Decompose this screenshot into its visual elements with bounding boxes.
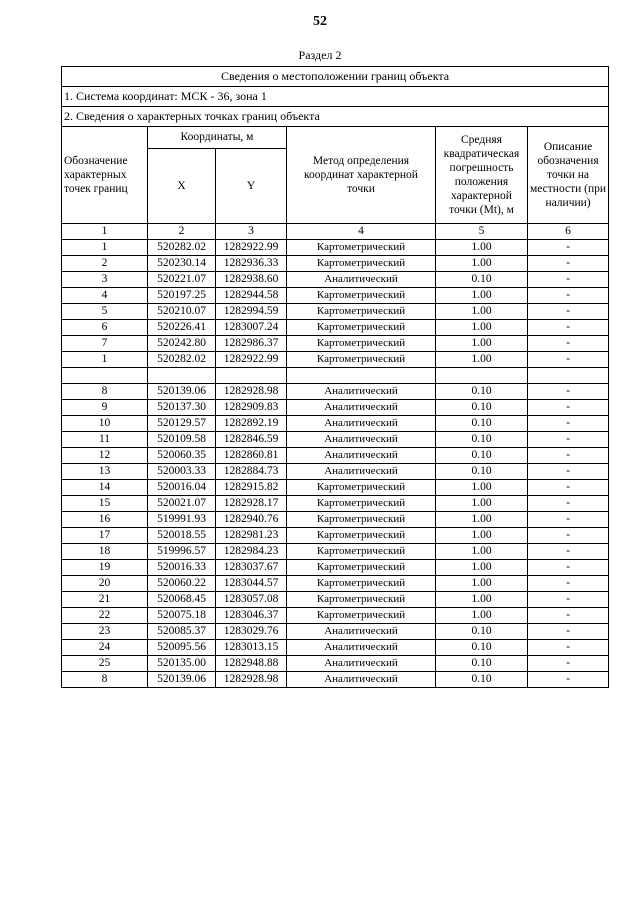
method-cell: Аналитический (287, 272, 436, 288)
coord-x: 520135.00 (148, 656, 216, 672)
table-title: Сведения о местоположении границ объекта (62, 67, 609, 87)
coord-x: 520075.18 (148, 608, 216, 624)
point-number: 16 (62, 512, 148, 528)
description-cell: - (528, 544, 609, 560)
point-number: 2 (62, 256, 148, 272)
coord-y: 1282846.59 (216, 432, 287, 448)
error-cell: 0.10 (436, 384, 528, 400)
description-cell: - (528, 256, 609, 272)
point-number: 17 (62, 528, 148, 544)
error-cell: 1.00 (436, 336, 528, 352)
table-row (62, 400, 609, 416)
error-cell: 1.00 (436, 256, 528, 272)
table-row (62, 352, 609, 368)
coord-y: 1282986.37 (216, 336, 287, 352)
method-cell: Аналитический (287, 432, 436, 448)
description-cell: - (528, 576, 609, 592)
table-row (62, 416, 609, 432)
coord-y: 1283029.76 (216, 624, 287, 640)
column-number: 6 (528, 224, 609, 240)
error-cell: 0.10 (436, 272, 528, 288)
description-cell: - (528, 640, 609, 656)
table-row (62, 464, 609, 480)
method-cell: Аналитический (287, 384, 436, 400)
header-coordinates: Координаты, м (148, 127, 287, 149)
method-cell: Картометрический (287, 304, 436, 320)
error-cell: 1.00 (436, 512, 528, 528)
description-cell: - (528, 496, 609, 512)
error-cell: 1.00 (436, 592, 528, 608)
point-number (62, 368, 148, 384)
coord-y: 1282928.98 (216, 672, 287, 688)
table-row (62, 256, 609, 272)
coord-y: 1282922.99 (216, 352, 287, 368)
error-cell: 1.00 (436, 544, 528, 560)
boundary-table (61, 66, 609, 688)
coord-x: 520242.80 (148, 336, 216, 352)
coord-y (216, 368, 287, 384)
coord-x: 520095.56 (148, 640, 216, 656)
method-cell: Картометрический (287, 496, 436, 512)
coord-x: 520018.55 (148, 528, 216, 544)
coord-x: 520137.30 (148, 400, 216, 416)
header-point-label: Обозначение характерных точек границ (62, 127, 148, 224)
coord-x: 520060.35 (148, 448, 216, 464)
coord-x: 520226.41 (148, 320, 216, 336)
table-row (62, 544, 609, 560)
method-cell: Аналитический (287, 672, 436, 688)
point-number: 3 (62, 272, 148, 288)
method-cell: Картометрический (287, 352, 436, 368)
column-number: 3 (216, 224, 287, 240)
error-cell: 0.10 (436, 432, 528, 448)
table-row (62, 368, 609, 384)
coord-x: 520139.06 (148, 384, 216, 400)
coord-y: 1282928.98 (216, 384, 287, 400)
coord-x: 520230.14 (148, 256, 216, 272)
method-cell: Картометрический (287, 576, 436, 592)
method-cell: Аналитический (287, 448, 436, 464)
coord-y: 1282944.58 (216, 288, 287, 304)
coord-y: 1282892.19 (216, 416, 287, 432)
coord-x: 520221.07 (148, 272, 216, 288)
error-cell: 1.00 (436, 304, 528, 320)
table-row (62, 656, 609, 672)
header-error: Средняя квадратическая погрешность положения характерной точки (Mt), м (436, 127, 528, 224)
coord-y: 1282981.23 (216, 528, 287, 544)
column-number: 4 (287, 224, 436, 240)
point-number: 14 (62, 480, 148, 496)
section-label: Раздел 2 (298, 48, 342, 62)
coord-x: 520085.37 (148, 624, 216, 640)
header-x: X (148, 149, 216, 224)
coord-y: 1282936.33 (216, 256, 287, 272)
description-cell: - (528, 320, 609, 336)
description-cell (528, 368, 609, 384)
coord-y: 1283007.24 (216, 320, 287, 336)
description-cell: - (528, 592, 609, 608)
method-cell: Картометрический (287, 512, 436, 528)
description-cell: - (528, 560, 609, 576)
description-cell: - (528, 448, 609, 464)
table-row (62, 640, 609, 656)
error-cell: 1.00 (436, 240, 528, 256)
coord-x: 520197.25 (148, 288, 216, 304)
table-row (62, 560, 609, 576)
coord-y: 1283057.08 (216, 592, 287, 608)
error-cell: 0.10 (436, 640, 528, 656)
method-cell: Картометрический (287, 320, 436, 336)
table-row (62, 240, 609, 256)
coord-y: 1283037.67 (216, 560, 287, 576)
method-cell: Аналитический (287, 624, 436, 640)
method-cell: Картометрический (287, 336, 436, 352)
column-number: 5 (436, 224, 528, 240)
coord-y: 1282948.88 (216, 656, 287, 672)
method-cell: Картометрический (287, 288, 436, 304)
point-number: 9 (62, 400, 148, 416)
error-cell: 0.10 (436, 416, 528, 432)
table-row (62, 320, 609, 336)
table-row (62, 624, 609, 640)
table-row (62, 304, 609, 320)
coord-y: 1282915.82 (216, 480, 287, 496)
coord-x: 520021.07 (148, 496, 216, 512)
points-info-row: 2. Сведения о характерных точках границ объекта (62, 107, 609, 127)
coord-y: 1282940.76 (216, 512, 287, 528)
point-number: 8 (62, 672, 148, 688)
error-cell: 1.00 (436, 352, 528, 368)
error-cell: 0.10 (436, 656, 528, 672)
table-row (62, 528, 609, 544)
method-cell: Картометрический (287, 240, 436, 256)
table-row (62, 336, 609, 352)
description-cell: - (528, 624, 609, 640)
method-cell: Аналитический (287, 640, 436, 656)
point-number: 4 (62, 288, 148, 304)
coord-x: 520060.22 (148, 576, 216, 592)
coord-y: 1283046.37 (216, 608, 287, 624)
point-number: 23 (62, 624, 148, 640)
coord-y: 1282938.60 (216, 272, 287, 288)
column-number-row (62, 224, 609, 240)
point-number: 22 (62, 608, 148, 624)
point-number: 25 (62, 656, 148, 672)
description-cell: - (528, 416, 609, 432)
error-cell: 1.00 (436, 528, 528, 544)
coord-y: 1283013.15 (216, 640, 287, 656)
header-description: Описание обозначения точки на местности (при наличии) (528, 127, 609, 224)
column-number: 1 (62, 224, 148, 240)
method-cell: Картометрический (287, 592, 436, 608)
coord-y: 1283044.57 (216, 576, 287, 592)
table-row (62, 432, 609, 448)
point-number: 21 (62, 592, 148, 608)
description-cell: - (528, 672, 609, 688)
table-row (62, 592, 609, 608)
table-row (62, 448, 609, 464)
description-cell: - (528, 304, 609, 320)
method-cell: Аналитический (287, 416, 436, 432)
error-cell: 1.00 (436, 496, 528, 512)
table-row (62, 496, 609, 512)
coord-x: 520016.33 (148, 560, 216, 576)
point-number: 1 (62, 240, 148, 256)
error-cell: 1.00 (436, 608, 528, 624)
coord-y: 1282884.73 (216, 464, 287, 480)
method-cell: Картометрический (287, 528, 436, 544)
header-method: Метод определения координат характерной точки (287, 127, 436, 224)
coord-x: 520282.02 (148, 240, 216, 256)
coord-y: 1282994.59 (216, 304, 287, 320)
coord-x: 520282.02 (148, 352, 216, 368)
error-cell: 0.10 (436, 448, 528, 464)
description-cell: - (528, 240, 609, 256)
point-number: 13 (62, 464, 148, 480)
error-cell: 0.10 (436, 672, 528, 688)
coord-x: 520129.57 (148, 416, 216, 432)
coord-x: 520003.33 (148, 464, 216, 480)
point-number: 24 (62, 640, 148, 656)
coord-y: 1282922.99 (216, 240, 287, 256)
method-cell (287, 368, 436, 384)
description-cell: - (528, 480, 609, 496)
method-cell: Картометрический (287, 256, 436, 272)
description-cell: - (528, 656, 609, 672)
table-row (62, 672, 609, 688)
point-number: 7 (62, 336, 148, 352)
coordinate-system-row: 1. Система координат: МСК - 36, зона 1 (62, 87, 609, 107)
point-number: 15 (62, 496, 148, 512)
method-cell: Картометрический (287, 560, 436, 576)
error-cell: 1.00 (436, 480, 528, 496)
table-row (62, 608, 609, 624)
table-row (62, 480, 609, 496)
description-cell: - (528, 464, 609, 480)
description-cell: - (528, 528, 609, 544)
coord-x: 519991.93 (148, 512, 216, 528)
error-cell: 1.00 (436, 320, 528, 336)
description-cell: - (528, 400, 609, 416)
coord-y: 1282909.83 (216, 400, 287, 416)
description-cell: - (528, 608, 609, 624)
table-row (62, 272, 609, 288)
coord-x: 520016.04 (148, 480, 216, 496)
table-row (62, 512, 609, 528)
point-number: 8 (62, 384, 148, 400)
coord-x: 520210.07 (148, 304, 216, 320)
method-cell: Аналитический (287, 656, 436, 672)
error-cell: 1.00 (436, 576, 528, 592)
coord-x: 520109.58 (148, 432, 216, 448)
error-cell (436, 368, 528, 384)
point-number: 18 (62, 544, 148, 560)
page-number: 52 (313, 14, 327, 29)
coord-y: 1282860.81 (216, 448, 287, 464)
error-cell: 1.00 (436, 288, 528, 304)
description-cell: - (528, 272, 609, 288)
coord-y: 1282984.23 (216, 544, 287, 560)
point-number: 5 (62, 304, 148, 320)
error-cell: 0.10 (436, 464, 528, 480)
method-cell: Картометрический (287, 480, 436, 496)
description-cell: - (528, 288, 609, 304)
point-number: 6 (62, 320, 148, 336)
method-cell: Картометрический (287, 608, 436, 624)
point-number: 10 (62, 416, 148, 432)
point-number: 1 (62, 352, 148, 368)
point-number: 11 (62, 432, 148, 448)
coord-y: 1282928.17 (216, 496, 287, 512)
header-y: Y (216, 149, 287, 224)
column-number: 2 (148, 224, 216, 240)
coord-x (148, 368, 216, 384)
point-number: 20 (62, 576, 148, 592)
coord-x: 520068.45 (148, 592, 216, 608)
table-row (62, 576, 609, 592)
error-cell: 0.10 (436, 400, 528, 416)
description-cell: - (528, 432, 609, 448)
method-cell: Аналитический (287, 464, 436, 480)
error-cell: 1.00 (436, 560, 528, 576)
point-number: 19 (62, 560, 148, 576)
description-cell: - (528, 352, 609, 368)
method-cell: Картометрический (287, 544, 436, 560)
method-cell: Аналитический (287, 400, 436, 416)
point-number: 12 (62, 448, 148, 464)
coord-x: 520139.06 (148, 672, 216, 688)
error-cell: 0.10 (436, 624, 528, 640)
description-cell: - (528, 336, 609, 352)
table-row (62, 288, 609, 304)
description-cell: - (528, 512, 609, 528)
description-cell: - (528, 384, 609, 400)
table-row (62, 384, 609, 400)
coord-x: 519996.57 (148, 544, 216, 560)
